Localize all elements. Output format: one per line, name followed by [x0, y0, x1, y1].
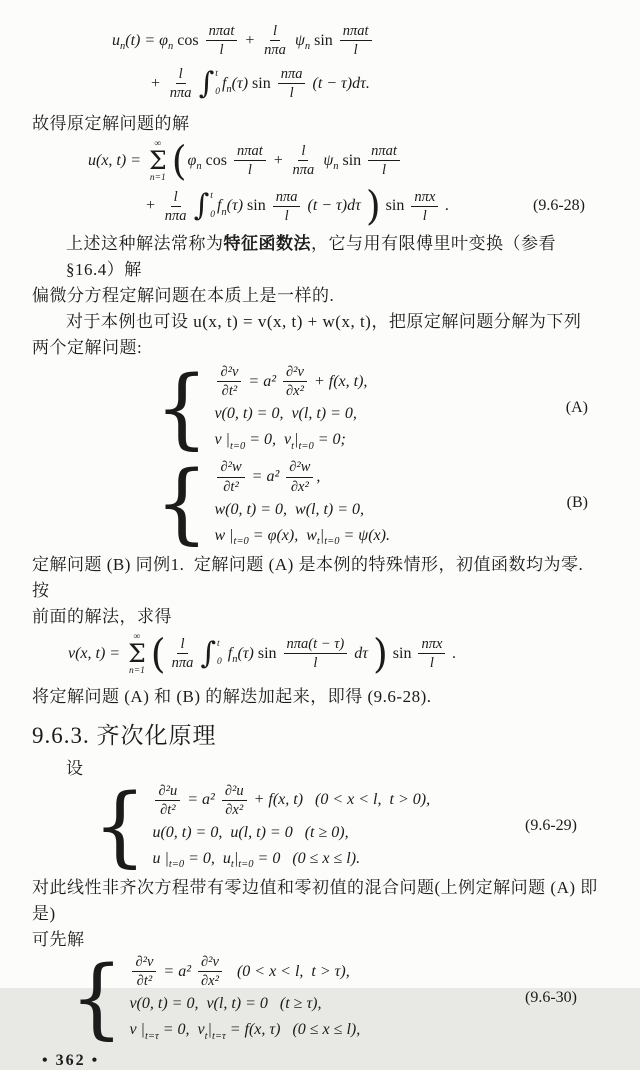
section-heading-9-6-3: 9.6.3. 齐次化原理 [32, 722, 217, 748]
math-token: f [216, 197, 222, 215]
equation-9-6-29 [93, 775, 608, 878]
math-token: (τ) [237, 644, 258, 662]
math-token: l [270, 22, 280, 41]
math-token: t=0 [298, 440, 314, 452]
math-token: nπat [340, 22, 372, 41]
equation-line [214, 498, 390, 522]
math-token: f [223, 644, 233, 662]
math-token: sin [247, 197, 270, 215]
math-token [155, 782, 180, 819]
math-token: (t − τ)dτ. [308, 74, 370, 92]
math-token: + [145, 197, 160, 215]
math-token: u [112, 31, 120, 49]
math-token: nπx [411, 188, 438, 207]
math-token: t [291, 440, 295, 452]
math-token: ∞ [133, 631, 141, 642]
math-token: = 0, u [184, 849, 231, 867]
math-token [278, 65, 306, 102]
math-token [209, 191, 215, 221]
math-token: sin [338, 151, 366, 169]
math-token: n [221, 206, 227, 218]
math-token: t=0 [168, 859, 185, 871]
text-run: ，它与用有限傅里叶变换（参看 §16.4）解 [66, 234, 561, 280]
math-token: u(x, t) = [88, 151, 145, 169]
math-token: t [210, 191, 213, 202]
math-token: = a² [244, 372, 280, 390]
text-line: 设 [66, 758, 84, 778]
math-token: + [150, 74, 165, 92]
math-token: l [177, 635, 187, 654]
math-token: v(0, t) = 0, v(l, t) = 0, [214, 405, 357, 423]
math-token [262, 22, 288, 59]
text-line [32, 231, 608, 283]
math-token: w(0, t) = 0, w(l, t) = 0, [214, 500, 365, 518]
math-token: 0 [215, 87, 220, 98]
math-token: ( [171, 137, 187, 184]
text-line: 将定解问题 (A) 和 (B) 的解迭加起来，即得 (9.6-28). [32, 686, 432, 706]
math-token: l [429, 655, 434, 672]
math-token: cos [201, 151, 231, 169]
math-token: ( [150, 630, 166, 678]
math-token: = 0, v [158, 1021, 205, 1039]
math-token [340, 22, 372, 59]
math-token: ∫ [198, 65, 215, 101]
equation-line [129, 1018, 360, 1042]
text-line: 对此线性非齐次方程带有零边值和零初值的混合问题(上例定解问题 (A) 即是) [32, 877, 598, 923]
text-line: 可先解 [32, 929, 85, 949]
math-token: ∂x² [201, 973, 219, 989]
math-token: sin [381, 197, 409, 215]
equation-line [129, 953, 360, 990]
text-line: 两个定解问题: [32, 338, 143, 358]
math-token: ∂x² [286, 383, 304, 400]
math-token: t=0 [238, 859, 254, 871]
math-token: w | [214, 526, 234, 544]
math-token: = 0 (0 ≤ x ≤ l). [253, 849, 361, 867]
math-token: ∂²u [222, 782, 247, 801]
equation-line [152, 782, 430, 819]
math-token: = a² [183, 791, 219, 809]
math-token: n [120, 41, 126, 53]
math-token: t [215, 68, 218, 79]
math-token: Σ [149, 145, 167, 175]
math-token: ∂²u [155, 782, 180, 801]
math-token: ∂²w [217, 458, 244, 477]
math-token: n [196, 161, 202, 173]
equation-line [129, 992, 360, 1016]
equation-tag: (9.6-29) [525, 817, 577, 835]
math-token: l [298, 142, 308, 161]
math-token: + [268, 151, 288, 169]
equation-system-B [155, 452, 608, 554]
equation-9-6-28 [32, 137, 608, 230]
math-token: 0 [217, 657, 222, 668]
math-token [198, 953, 222, 990]
math-token: n=1 [149, 172, 166, 183]
math-token [132, 953, 156, 990]
math-token: ψ [290, 31, 305, 49]
math-token: (t) = φ [125, 31, 168, 49]
math-token: | [319, 526, 325, 544]
math-token: ∫ [193, 188, 210, 224]
math-token: ∂t² [221, 383, 238, 400]
math-token: n [333, 161, 339, 173]
math-token: ∂x² [290, 478, 309, 495]
paragraph-intro-solution [32, 111, 608, 137]
math-token: l [382, 162, 387, 179]
math-token: l [247, 162, 252, 179]
math-token [217, 363, 241, 400]
math-token: t=0 [229, 440, 246, 452]
math-token: l [176, 65, 186, 84]
math-token: nπa [278, 65, 306, 84]
paragraph-superpose [32, 684, 608, 710]
equation-tag: (A) [565, 398, 588, 416]
math-token [273, 188, 301, 225]
math-token [411, 188, 438, 225]
math-token [286, 458, 313, 495]
page-number: • 362 • [42, 1052, 100, 1070]
math-token [234, 142, 266, 179]
math-token: ∂t² [136, 973, 153, 989]
math-token: nπa [169, 85, 192, 102]
math-token [284, 635, 348, 672]
math-token: + f(x, t), [309, 372, 368, 390]
left-brace: { [155, 452, 209, 554]
math-token: . [441, 197, 450, 215]
math-token: nπat [206, 22, 238, 41]
equation-tag: (B) [566, 494, 588, 511]
math-token: ∂²v [217, 363, 241, 382]
math-token: (0 < x < l, t > τ), [224, 962, 350, 980]
math-token [291, 142, 317, 179]
math-token: t=τ [144, 1030, 159, 1042]
math-token: (t − τ)dτ [303, 197, 365, 215]
equation-line [214, 363, 367, 400]
math-token: = a² [159, 962, 195, 980]
math-token: ) [365, 183, 381, 230]
text-line: 前面的解法，求得 [32, 606, 172, 626]
equation-line [214, 458, 390, 495]
text-run: 上述这种解法常称为 [66, 234, 224, 254]
math-token: n=1 [128, 665, 145, 676]
math-token: l [219, 42, 224, 59]
math-token: f [221, 74, 227, 92]
equation-line [152, 847, 430, 871]
math-token: (τ) [226, 197, 248, 215]
math-token: sin [257, 644, 281, 662]
math-token: | [207, 1021, 212, 1039]
math-token: ∫ [200, 635, 217, 671]
equation-line [150, 65, 608, 102]
math-token [163, 188, 189, 225]
math-token: = ψ(x). [339, 526, 390, 544]
math-token: t=0 [324, 536, 340, 548]
bold-term: 特征函数法 [223, 234, 311, 254]
left-brace: { [93, 775, 147, 878]
math-token [418, 635, 445, 672]
math-token: t [316, 536, 320, 548]
math-token: t=0 [233, 536, 249, 548]
math-token: n [304, 41, 311, 53]
math-token [217, 458, 244, 495]
left-brace: { [155, 356, 209, 459]
math-token: v(0, t) = 0, v(l, t) = 0 (t ≥ τ), [129, 995, 322, 1013]
math-token: + [240, 31, 260, 49]
math-token: ∂²v [198, 953, 222, 972]
math-token: l [289, 85, 294, 102]
equation-un [32, 22, 608, 103]
math-token: nπat [234, 142, 266, 161]
math-token: u(0, t) = 0, u(l, t) = 0 (t ≥ 0), [152, 823, 349, 841]
math-token [206, 22, 238, 59]
math-token: . [448, 644, 457, 662]
equation-v [68, 632, 608, 680]
math-token: = a² [247, 468, 284, 485]
math-token: φ [187, 151, 197, 169]
math-token: l [353, 42, 358, 59]
math-token: ∂x² [225, 801, 244, 818]
math-token: nπa [171, 655, 194, 672]
math-token: ψ [319, 151, 334, 169]
math-token [214, 69, 220, 99]
equation-tag: (9.6-28) [533, 197, 585, 215]
math-token: nπa [164, 207, 187, 224]
math-token: = 0, v [245, 431, 292, 449]
math-token: ∂t² [223, 478, 239, 495]
equation-line [68, 632, 608, 677]
math-token [222, 782, 247, 819]
equation-line [214, 524, 390, 548]
text-she [66, 756, 608, 782]
math-token: = f(x, τ) (0 ≤ x ≤ l), [225, 1021, 361, 1039]
math-token: l [171, 188, 181, 207]
math-token [170, 635, 196, 672]
math-token: = φ(x), w [248, 526, 317, 544]
math-token: nπat [368, 142, 400, 161]
math-token [216, 639, 222, 669]
text-line: 对于本例也可设 u(x, t) = v(x, t) + w(x, t)，把原定解问题分解为下列 [66, 312, 582, 332]
math-token: t [230, 859, 234, 871]
math-token: ) [372, 630, 388, 678]
equation-line [214, 402, 367, 426]
math-token [368, 142, 400, 179]
math-token: ∂²v [132, 953, 156, 972]
text-line: 定解问题 (B) 同例1. 定解问题 (A) 是本例的特殊情形，初值函数均为零. 按 [32, 554, 593, 600]
math-token: 0 [210, 209, 215, 220]
math-token: ∂²w [286, 458, 313, 477]
math-token: cos [173, 31, 203, 49]
math-token: nπx [418, 635, 445, 654]
math-token: u | [152, 849, 169, 867]
math-token: sin [388, 644, 416, 662]
left-brace: { [70, 946, 124, 1049]
math-token: (τ) [231, 74, 253, 92]
equation-line [112, 22, 608, 59]
math-token: nπa [292, 162, 315, 179]
math-token: sin [252, 74, 275, 92]
paragraph-problem-B-same [32, 552, 608, 630]
equation-line [88, 139, 608, 184]
math-token: dτ [350, 644, 372, 662]
equation-line [214, 428, 367, 452]
math-token: ∂t² [160, 801, 176, 818]
text-line: 故得原定解问题的解 [32, 113, 190, 133]
math-token [128, 632, 146, 677]
math-token: n [232, 654, 238, 666]
math-token: | [233, 849, 239, 867]
math-token: v | [129, 1021, 145, 1039]
math-token: nπa [264, 42, 286, 59]
math-token [168, 65, 194, 102]
math-token: l [313, 655, 318, 672]
paragraph-mixed-problem [32, 875, 608, 953]
equation-line [152, 821, 430, 845]
math-token: l [422, 207, 427, 224]
equation-system-A [155, 356, 608, 459]
math-token [193, 188, 215, 224]
math-token: sin [310, 31, 337, 49]
math-token: t=τ [211, 1030, 226, 1042]
math-token: v(x, t) = [68, 644, 125, 662]
math-token: l [284, 207, 289, 224]
math-token: nπa(t − τ) [284, 635, 348, 654]
math-token [149, 139, 167, 184]
math-token: ∞ [154, 138, 162, 149]
math-token: + f(x, t) (0 < x < l, t > 0), [249, 791, 431, 809]
math-token [198, 65, 220, 101]
math-token: | [294, 431, 299, 449]
math-token: = 0; [313, 431, 346, 449]
paragraph-eigenfunction-method [32, 231, 608, 361]
math-token [283, 363, 307, 400]
math-token: ∂²v [283, 363, 307, 382]
math-token: n [168, 41, 174, 53]
math-token: Σ [128, 639, 146, 669]
math-token: nπa [273, 188, 301, 207]
math-token: , [316, 468, 321, 485]
math-token: n [226, 84, 232, 96]
equation-9-6-30 [70, 946, 608, 1049]
equation-tag: (9.6-30) [525, 988, 577, 1006]
math-token: t [217, 638, 220, 649]
math-token: v | [214, 431, 230, 449]
text-line: 偏微分方程定解问题在本质上是一样的. [32, 286, 335, 306]
math-token [200, 635, 222, 671]
math-token: t [204, 1030, 208, 1042]
